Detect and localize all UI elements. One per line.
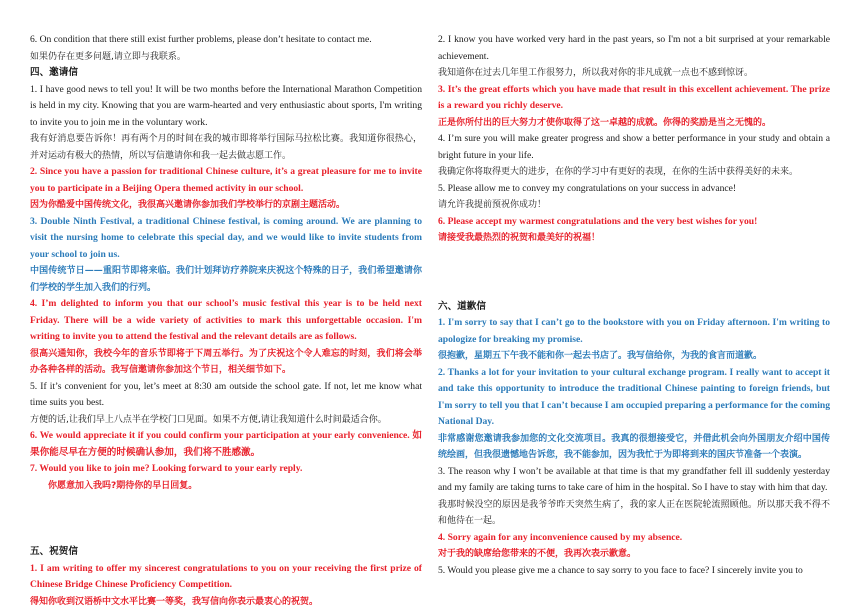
paragraph: 2. Thanks a lot for your invitation to your cultural exchange program. I really want to accept it and take this opportunity to introduce the traditional Chinese painting to foreign friends, but I'm sorry to tell you that I can’t because I am occupied preparing a performance for the coming National Day. [438,365,830,431]
paragraph: 1. I am writing to offer my sincerest congratulations to you on your receiving the first prize of Chinese Bridge Chinese Proficiency Competition. [30,561,422,594]
paragraph-translation: 方便的话,让我们早上八点半在学校门口见面。如果不方便,请让我知道什么时间最适合你。 [30,412,422,429]
paragraph: 5. If it’s convenient for you, let’s meet at 8:30 am outside the school gate. If not, let me know what time suits you best. [30,379,422,412]
paragraph-translation: 你愿意加入我吗?期待你的早日回复。 [30,478,422,495]
paragraph: 5. Would you please give me a chance to say sorry to you face to face? I sincerely invite you to [438,563,830,580]
left-column [30,32,422,610]
section-heading-congratulation: 五、祝贺信 [30,544,422,561]
paragraph: 4. Sorry again for any inconvenience caused by my absence. [438,530,830,547]
paragraph-translation: 很高兴通知你，我校今年的音乐节即将于下周五举行。为了庆祝这个令人难忘的时刻，我们将会举办各种各样的活动。我写信邀请你参加这个节日，相关细节如下。 [30,346,422,379]
paragraph: 1. I have good news to tell you! It will be two months before the International Marathon Competition is held in my city. Knowing that you are warm-hearted and very enthusiastic about sports, I'm writing to invite you to join me in the voluntary work. [30,82,422,132]
paragraph-translation: 请允许我提前预祝你成功！ [438,197,830,214]
paragraph-translation: 我知道你在过去几年里工作很努力，所以我对你的非凡成就一点也不感到惊讶。 [438,65,830,82]
paragraph-translation: 非常感谢您邀请我参加您的文化交流项目。我真的很想接受它，并借此机会向外国朋友介绍中国传统绘画，但我很遗憾地告诉您，我不能参加，因为我忙于为即将到来的国庆节准备一个表演。 [438,431,830,464]
paragraph: 6. We would appreciate it if you could confirm your participation at your early convenience. 如果你能尽早在方便的时候确认参加，我们将不胜感激。 [30,428,422,461]
paragraph: 3. It’s the great efforts which you have made that result in this excellent achievement. The prize is a reward you richly deserve. [438,82,830,115]
paragraph-translation: 很抱歉，星期五下午我不能和你一起去书店了。我写信给你，为我的食言而道歉。 [438,348,830,365]
paragraph: 1. I'm sorry to say that I can’t go to the bookstore with you on Friday afternoon. I'm writing to apologize for breaking my promise. [438,315,830,348]
paragraph: 6. On condition that there still exist further problems, please don’t hesitate to contact me. [30,32,422,49]
paragraph: 2. Since you have a passion for traditional Chinese culture, it’s a great pleasure for me to invite you to participate in a Beijing Opera themed activity in our school. [30,164,422,197]
right-column [438,32,830,579]
paragraph: 6. Please accept my warmest congratulations and the very best wishes for you! [438,214,830,231]
paragraph-translation: 因为你酷爱中国传统文化，我很高兴邀请你参加我们学校举行的京剧主题活动。 [30,197,422,214]
section-heading-invitation: 四、邀请信 [30,65,422,82]
paragraph-translation: 请接受我最热烈的祝贺和最美好的祝福！ [438,230,830,247]
section-heading-apology: 六、道歉信 [438,299,830,316]
paragraph: 4. I’m delighted to inform you that our school’s music festival this year is to be held next Friday. There will be a wide variety of activities to mark this unforgettable occasion. I'm writing to invite you to attend the festival and the relevant details are as follows. [30,296,422,346]
paragraph-translation: 我确定你将取得更大的进步，在你的学习中有更好的表现，在你的生活中获得美好的未来。 [438,164,830,181]
paragraph-translation: 中国传统节日——重阳节即将来临。我们计划拜访疗养院来庆祝这个特殊的日子，我们希望邀请你们学校的学生加入我们的行列。 [30,263,422,296]
paragraph-translation: 我有好消息要告诉你！再有两个月的时间在我的城市即将举行国际马拉松比赛。我知道你很热心，并对运动有极大的热情，所以写信邀请你和我一起去做志愿工作。 [30,131,422,164]
paragraph: 7. Would you like to join me? Looking forward to your early reply. [30,461,422,478]
paragraph: 3. The reason why I won’t be available at that time is that my grandfather fell ill suddenly yesterday and my family are taking turns to take care of him in the hospital. So I have to stay with him that day. [438,464,830,497]
paragraph: 3. Double Ninth Festival, a traditional Chinese festival, is coming around. We are planning to visit the nursing home to celebrate this special day, and we would like to invite students from your school to join us. [30,214,422,264]
paragraph: 5. Please allow me to convey my congratulations on your success in advance! [438,181,830,198]
paragraph: 4. I’m sure you will make greater progress and show a better performance in your study and obtain a bright future in your life. [438,131,830,164]
paragraph-translation: 正是你所付出的巨大努力才使你取得了这一卓越的成就。你得的奖励是当之无愧的。 [438,115,830,132]
paragraph: 2. I know you have worked very hard in the past years, so I'm not a bit surprised at your remarkable achievement. [438,32,830,65]
paragraph-translation: 如果仍存在更多问题,请立即与我联系。 [30,49,422,66]
paragraph-translation: 对于我的缺席给您带来的不便，我再次表示歉意。 [438,546,830,563]
paragraph-translation: 得知你收到汉语桥中文水平比赛一等奖，我写信向你表示最衷心的祝贺。 [30,594,422,610]
paragraph-translation: 我那时候没空的原因是我爷爷昨天突然生病了，我的家人正在医院轮流照顾他。所以那天我不得不和他待在一起。 [438,497,830,530]
